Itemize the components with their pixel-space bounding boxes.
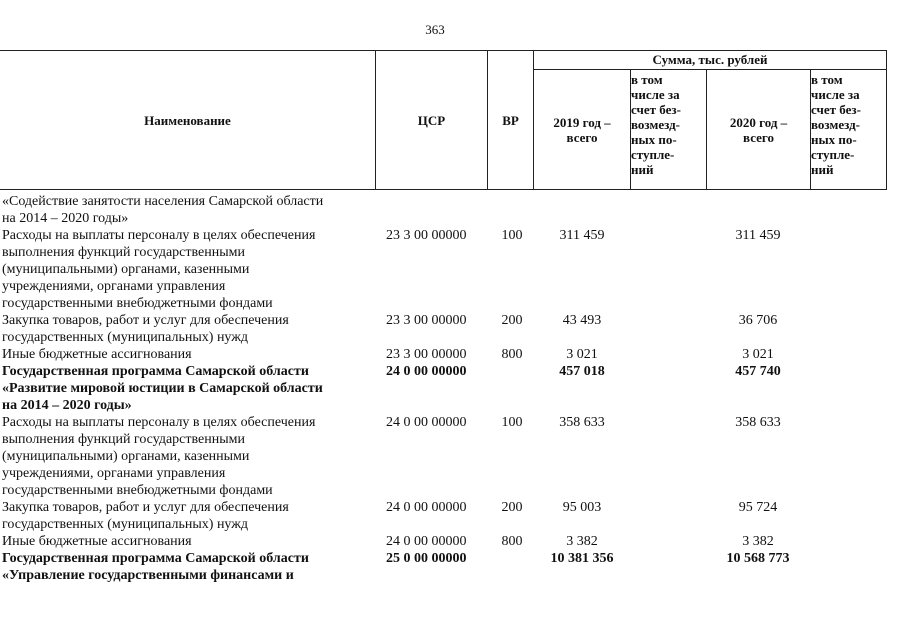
- header-2019-incl-line: возмезд-: [631, 117, 680, 132]
- row-2020-total: 36 706: [738, 313, 778, 328]
- row-2019-total: 358 633: [559, 415, 605, 430]
- header-2020-incl-line: ний: [811, 162, 834, 177]
- row-name: [2, 550, 362, 584]
- row-name: [2, 363, 362, 414]
- row-name-line: (муниципальными) органами, казенными: [2, 449, 250, 464]
- row-name: [2, 346, 362, 363]
- header-2020-incl-line: счет без-: [811, 102, 861, 117]
- row-csr: 25 0 00 00000: [386, 551, 467, 566]
- row-2020-total: 457 740: [735, 364, 781, 379]
- header-csr-label: ЦСР: [417, 112, 446, 128]
- header-2019-incl-line: числе за: [631, 87, 680, 102]
- header-2020-incl-line: числе за: [811, 87, 860, 102]
- row-name-line: «Управление государственными финансами и: [2, 568, 294, 583]
- row-2019-total: 43 493: [562, 313, 602, 328]
- row-csr: 24 0 00 00000: [386, 364, 467, 379]
- header-2019-incl-line: в том: [631, 72, 663, 87]
- row-vr: 800: [501, 534, 523, 549]
- row-name-line: учреждениями, органами управления: [2, 466, 226, 481]
- row-name-line: государственных (муниципальных) нужд: [2, 517, 249, 532]
- header-2019-incl: [631, 70, 706, 191]
- row-2019-total: 10 381 356: [550, 551, 614, 566]
- row-csr: 23 3 00 00000: [386, 228, 467, 243]
- header-vr: [488, 50, 533, 190]
- row-2019-total: 311 459: [559, 228, 605, 243]
- row-name-line: Иные бюджетные ассигнования: [2, 347, 192, 362]
- row-name: [2, 499, 362, 533]
- row-name-line: «Развитие мировой юстиции в Самарской области: [2, 381, 323, 396]
- row-vr: 100: [501, 228, 523, 243]
- row-2020-total: 10 568 773: [726, 551, 790, 566]
- header-2019-total-line: всего: [566, 129, 598, 145]
- row-2020-total: 358 633: [735, 415, 781, 430]
- row-name-line: выполнения функций государственными: [2, 245, 245, 260]
- row-csr: 24 0 00 00000: [386, 534, 467, 549]
- header-name-label: Наименование: [144, 112, 231, 128]
- row-name-line: «Содействие занятости населения Самарской области: [2, 194, 324, 209]
- row-name-line: Иные бюджетные ассигнования: [2, 534, 192, 549]
- row-2019-total: 95 003: [562, 500, 602, 515]
- row-name: [2, 193, 362, 227]
- row-name-line: Расходы на выплаты персоналу в целях обеспечения: [2, 228, 316, 243]
- row-2020-total: 311 459: [735, 228, 781, 243]
- row-name-line: Закупка товаров, работ и услуг для обеспечения: [2, 313, 289, 328]
- header-2019-incl-line: ступле-: [631, 147, 675, 162]
- row-name: [2, 227, 362, 312]
- page-number: 363: [425, 22, 445, 37]
- row-vr: 800: [501, 347, 523, 362]
- header-2020-incl-line: в том: [811, 72, 843, 87]
- header-2020-total-line: 2020 год –: [729, 114, 788, 130]
- row-csr: 24 0 00 00000: [386, 500, 467, 515]
- table-row: [0, 550, 887, 584]
- header-right-border: [886, 50, 887, 190]
- row-2020-total: 3 382: [742, 534, 774, 549]
- row-name-line: на 2014 – 2020 годы»: [2, 398, 132, 413]
- header-2020-incl: [811, 70, 886, 191]
- row-csr: 23 3 00 00000: [386, 313, 467, 328]
- row-vr: 200: [501, 313, 523, 328]
- table-body: [0, 193, 887, 584]
- table-row: [0, 414, 887, 499]
- header-vr-label: ВР: [502, 112, 519, 128]
- header-2020-total: [707, 70, 810, 189]
- row-2019-total: 3 021: [566, 347, 598, 362]
- row-name-line: государственными внебюджетными фондами: [2, 296, 273, 311]
- table-row: [0, 499, 887, 533]
- table-row: [0, 193, 887, 227]
- row-name-line: на 2014 – 2020 годы»: [2, 211, 129, 226]
- row-name-line: Государственная программа Самарской области: [2, 551, 309, 566]
- row-name-line: Закупка товаров, работ и услуг для обеспечения: [2, 500, 289, 515]
- table-row: [0, 346, 887, 363]
- row-vr: 100: [501, 415, 523, 430]
- row-vr: 200: [501, 500, 523, 515]
- header-2019-total-line: 2019 год –: [553, 114, 611, 130]
- table-row: [0, 533, 887, 550]
- header-sum-title-label: Сумма, тыс. рублей: [652, 52, 768, 67]
- header-2019-incl-line: ний: [631, 162, 654, 177]
- header-2019-total: [534, 70, 630, 189]
- header-2020-incl-line: ных по-: [811, 132, 857, 147]
- header-sum-title: [534, 50, 886, 69]
- row-name-line: Расходы на выплаты персоналу в целях обеспечения: [2, 415, 316, 430]
- header-2019-incl-line: ных по-: [631, 132, 677, 147]
- header-2019-incl-line: счет без-: [631, 102, 681, 117]
- table-row: [0, 312, 887, 346]
- header-csr: [376, 50, 487, 190]
- row-name: [2, 414, 362, 499]
- header-2020-incl-line: возмезд-: [811, 117, 860, 132]
- table-row: [0, 227, 887, 312]
- row-2019-total: 457 018: [559, 364, 605, 379]
- header-2020-total-line: всего: [743, 129, 774, 145]
- table-header: [0, 50, 887, 190]
- row-name-line: выполнения функций государственными: [2, 432, 245, 447]
- row-name-line: Государственная программа Самарской области: [2, 364, 309, 379]
- row-name-line: учреждениями, органами управления: [2, 279, 226, 294]
- table-row: [0, 363, 887, 414]
- header-2020-incl-line: ступле-: [811, 147, 855, 162]
- row-name: [2, 312, 362, 346]
- row-name-line: государственными внебюджетными фондами: [2, 483, 273, 498]
- row-2020-total: 3 021: [742, 347, 774, 362]
- row-csr: 24 0 00 00000: [386, 415, 467, 430]
- row-name-line: государственных (муниципальных) нужд: [2, 330, 249, 345]
- header-name: [0, 50, 375, 190]
- row-csr: 23 3 00 00000: [386, 347, 467, 362]
- row-2020-total: 95 724: [738, 500, 778, 515]
- row-2019-total: 3 382: [566, 534, 598, 549]
- row-name: [2, 533, 362, 550]
- row-name-line: (муниципальными) органами, казенными: [2, 262, 250, 277]
